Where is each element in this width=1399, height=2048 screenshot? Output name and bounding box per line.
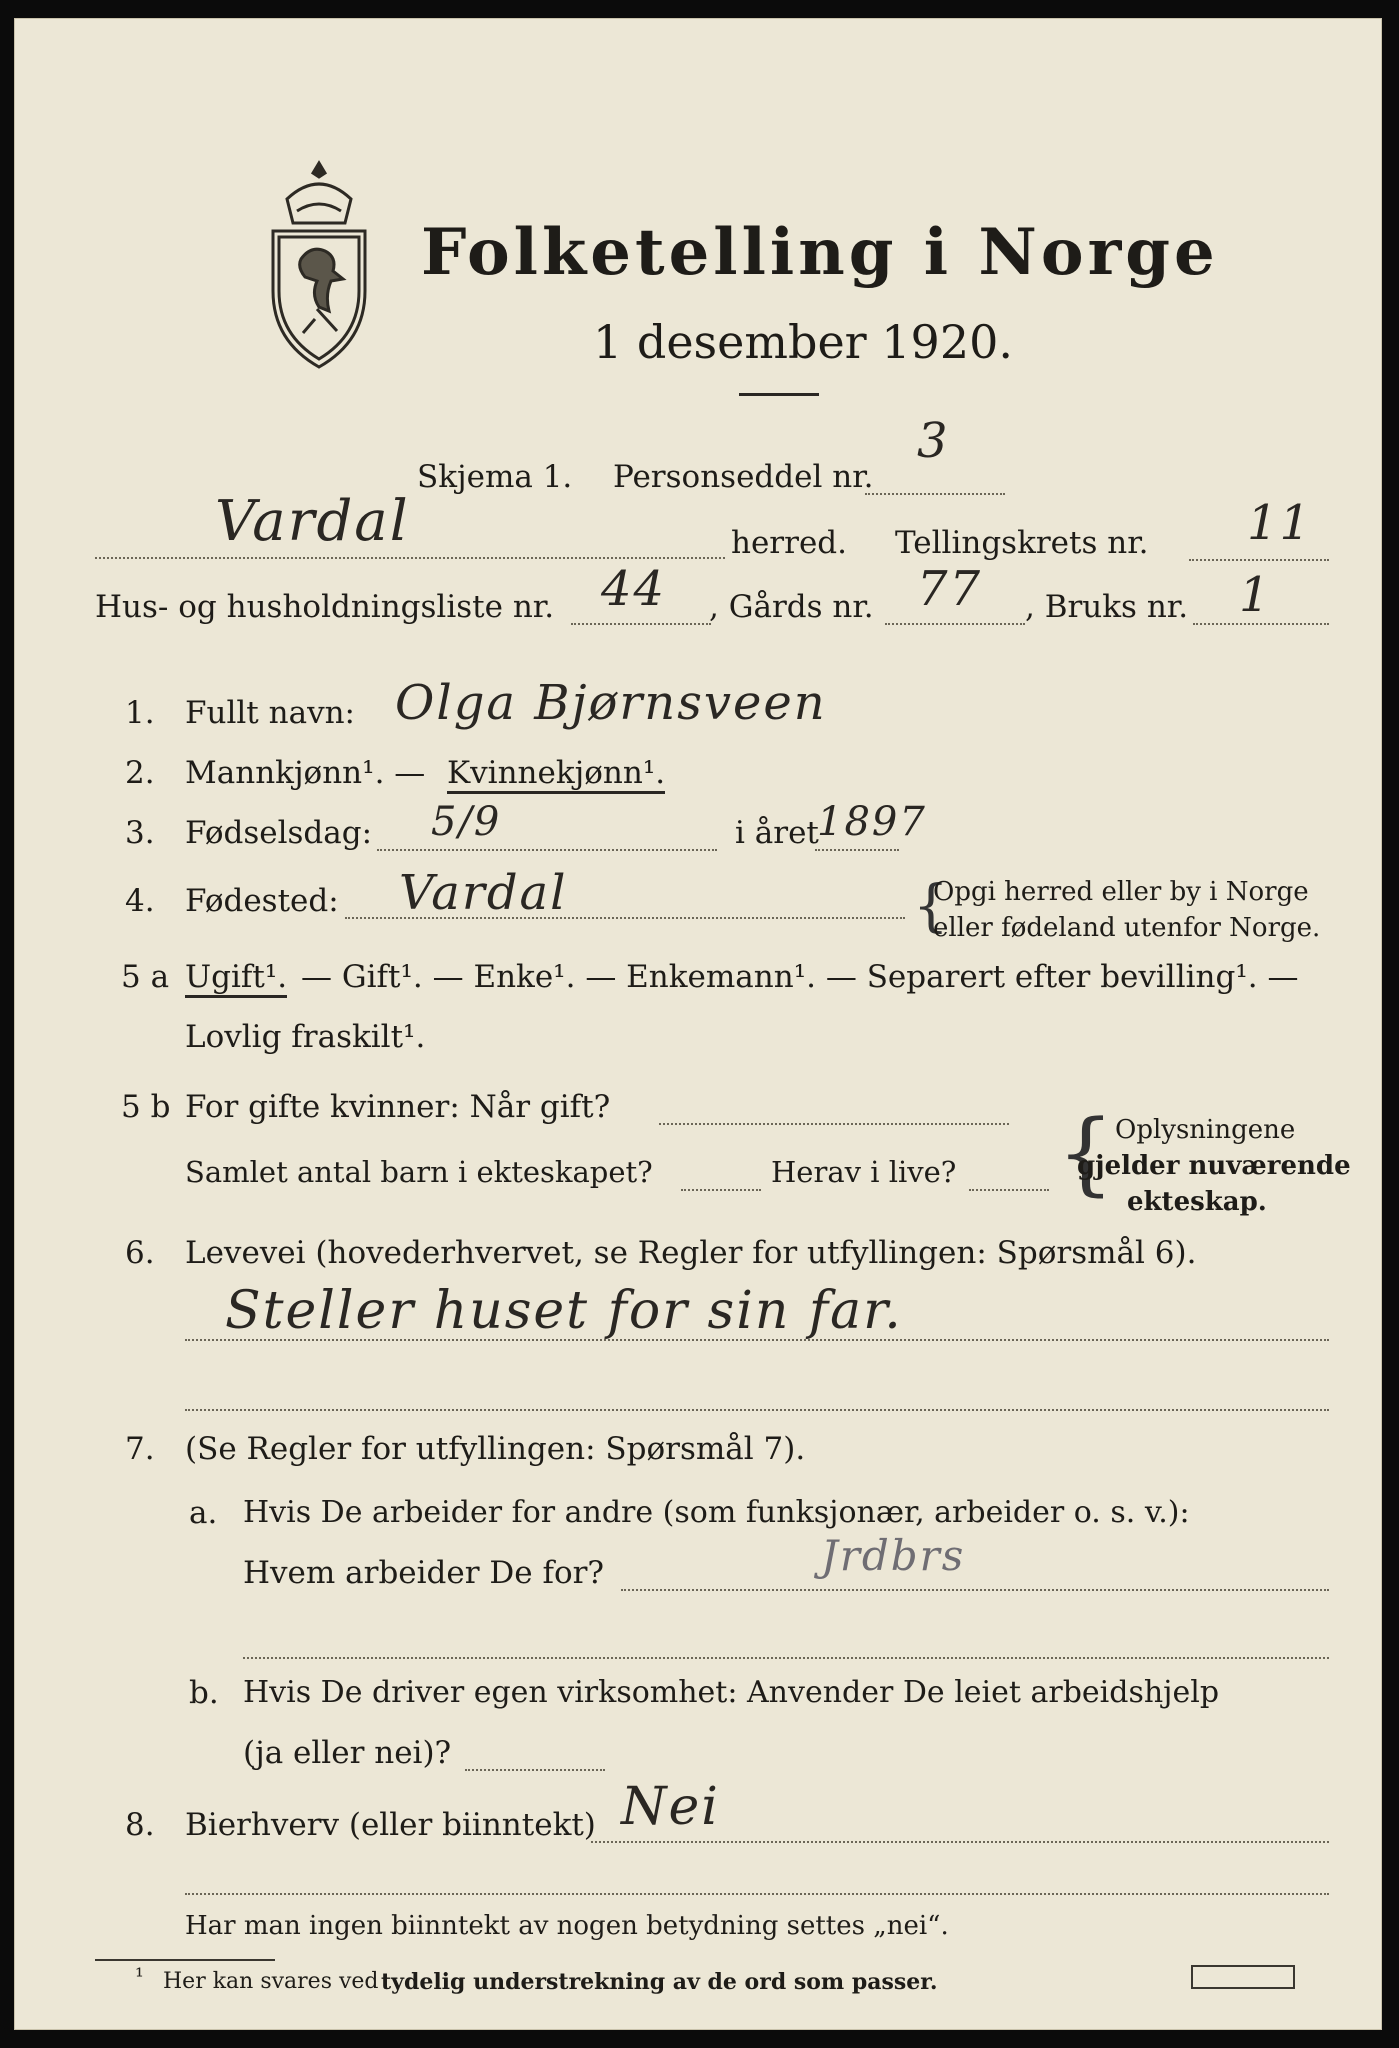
q3-number: 3. [125,815,155,851]
q7a-letter: a. [189,1495,218,1531]
q7b-dotline [465,1769,605,1771]
herred-value: Vardal [215,489,410,554]
gards-label: , Gårds nr. [709,589,874,625]
footnote-text-b: tydelig understrekning av de ord som passer. [381,1969,938,1995]
q2-kvinnekjonn: Kvinnekjønn¹. [447,755,665,794]
q2-mannkjonn: Mannkjønn¹. — [185,755,426,791]
q5b-married-dotline [659,1123,1009,1125]
q3-birthday-value: 5/9 [431,799,502,845]
bruks-dotline [1193,623,1329,625]
husliste-value: 44 [601,561,667,617]
q1-number: 1. [125,695,155,731]
coat-of-arms-icon [257,159,381,369]
q4-note-line1: Opgi herred eller by i Norge [933,877,1309,907]
q1-label: Fullt navn: [185,695,355,731]
gards-dotline [885,623,1025,625]
footer-note: Har man ingen biinntekt av nogen betydning settes „nei“. [185,1911,949,1941]
q6-number: 6. [125,1235,155,1271]
personseddel-dotline [865,493,1005,495]
q5b-note-brace: { [1057,1101,1115,1206]
footnote-divider [95,1959,275,1961]
census-form-sheet [14,18,1382,2030]
gards-value: 77 [917,561,983,617]
q5b-note-line2: gjelder nuværende [1077,1151,1351,1181]
q8-label: Bierhverv (eller biinntekt) [185,1807,596,1843]
personseddel-label: Personseddel nr. [613,459,874,495]
q5b-alive-label: Herav i live? [771,1155,957,1189]
footnote-mark: ¹ [135,1965,144,1990]
q3-year-dotline [815,849,899,851]
tellingskrets-value: 11 [1247,495,1313,551]
census-date: 1 desember 1920. [593,315,1013,369]
q3-year-label: i året [735,815,819,851]
q2-number: 2. [125,755,155,791]
q7a-employer-dotline [621,1589,1329,1591]
herred-label: herred. [731,525,847,561]
q3-day-dotline [377,849,717,851]
q5a-options: — Gift¹. — Enke¹. — Enkemann¹. — Separert efter bevilling¹. — [301,959,1299,995]
q8-number: 8. [125,1807,155,1843]
q7b-letter: b. [189,1675,219,1711]
footnote-text-a: Her kan svares ved [163,1969,379,1994]
q4-birthplace-value: Vardal [399,865,568,921]
q5b-children-dotline [681,1189,761,1191]
husliste-dotline [571,623,711,625]
q6-occupation-value: Steller huset for sin far. [225,1281,903,1341]
bruks-label: , Bruks nr. [1025,589,1189,625]
q5a-ugift: Ugift¹. [185,959,287,998]
schema-label: Skjema 1. [417,459,573,495]
q4-label: Fødested: [185,883,339,919]
q8-dotline [591,1841,1329,1843]
q7a-employer-label: Hvem arbeider De for? [243,1555,605,1591]
q7a-dotline-2 [243,1657,1329,1659]
q4-note-line2: eller fødeland utenfor Norge. [933,913,1321,943]
husliste-label: Hus- og husholdningsliste nr. [95,589,555,625]
q3-year-value: 1897 [817,799,927,845]
q5b-alive-dotline [969,1189,1049,1191]
q5b-note-line3: ekteskap. [1127,1187,1267,1217]
q3-label: Fødselsdag: [185,815,373,851]
q7a-employer-value: Jrdbrs [821,1531,966,1580]
printer-stamp [1191,1965,1295,1989]
q5b-label: For gifte kvinner: Når gift? [185,1089,611,1125]
q5b-children-label: Samlet antal barn i ekteskapet? [185,1155,653,1189]
q7b-label: Hvis De driver egen virksomhet: Anvender De leiet arbeidshjelp [243,1675,1220,1710]
document-title: Folketelling i Norge [421,215,1219,290]
q5b-number: 5 b [121,1089,171,1125]
q7-number: 7. [125,1431,155,1467]
personseddel-value: 3 [917,413,950,469]
q8-dotline-2 [185,1893,1329,1895]
q5a-number: 5 a [121,959,170,995]
q6-dotline-1 [185,1339,1329,1341]
q8-side-income-value: Nei [621,1777,720,1837]
q1-full-name-value: Olga Bjørnsveen [395,675,827,731]
q7a-label: Hvis De arbeider for andre (som funksjonær, arbeider o. s. v.): [243,1495,1190,1530]
tellingskrets-dotline [1189,559,1329,561]
q6-dotline-2 [185,1409,1329,1411]
q5a-line2: Lovlig fraskilt¹. [185,1019,426,1055]
q4-note-brace: { [913,874,949,939]
bruks-value: 1 [1239,567,1272,623]
title-divider [739,393,819,396]
tellingskrets-label: Tellingskrets nr. [895,525,1149,561]
q4-number: 4. [125,883,155,919]
herred-dotline [95,557,725,559]
q7b-yes-no-label: (ja eller nei)? [243,1735,452,1771]
q5b-note-line1: Oplysningene [1115,1115,1296,1145]
q6-label: Levevei (hovederhvervet, se Regler for utfyllingen: Spørsmål 6). [185,1235,1197,1271]
q7-label: (Se Regler for utfyllingen: Spørsmål 7). [185,1431,806,1467]
